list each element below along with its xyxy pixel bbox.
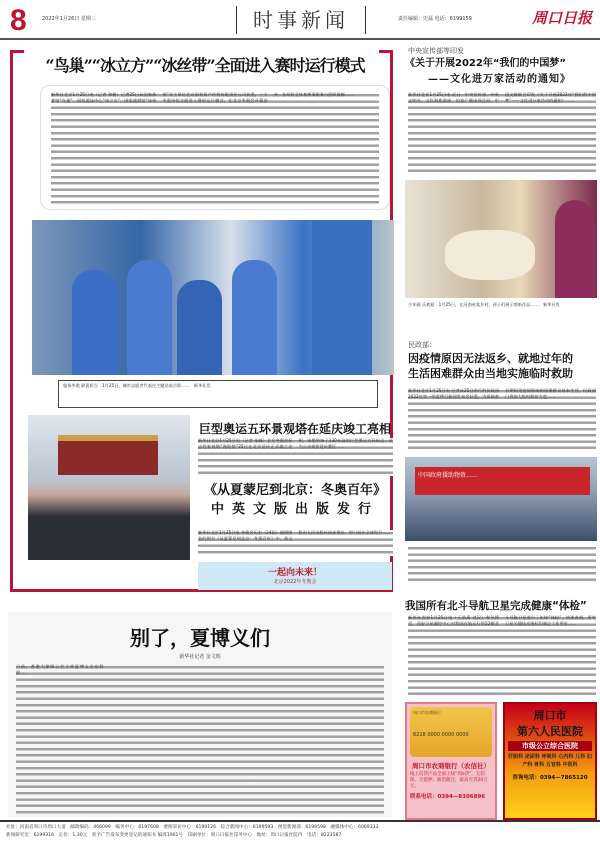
page-number: 8 (10, 4, 27, 37)
hospital-phone: 咨询电话：0394—7865120 (512, 775, 588, 781)
article-title-line1: 因疫情原因无法返乡、就地过年的 (408, 352, 573, 365)
article-title-line1: 《关于开展2022年“我们的中国梦” (405, 58, 566, 69)
hospital-depts: 肝胆科 泌尿科 呼吸科 心内科 儿科 妇产科 骨科 五官科 中医科 (508, 754, 592, 768)
article-body: 新华社西安1月25日电（王浩禹 刘汉）春节将至，西安卫星测控中心对我国在轨运行的52颗北斗导航卫星进行了年终“体检”，结果表明，所有卫星关键技术指标均满足工作要求…… (408, 615, 596, 695)
lead-body: 新华社北京1月25日电（记者 和耕）记者25日从国家体育馆“鸟巢”、国家游泳中心“冰立方”、国家速滑馆“冰丝带”业主单位北京国有资产经营有限责任公司获悉，三大冬奥场馆全面进入赛时运行模式，在北京冬奥会开幕前夕，各场馆全体育赛事服务与组织保障…… (51, 92, 379, 204)
lead-title: “鸟巢”“冰立方”“冰丝带”全面进入赛时运行模式 (35, 55, 375, 77)
olympic-banner (198, 562, 392, 590)
article-body: 新华社北京1月25日电 记者从25日举行的民政部2022年第一季度例行新闻发布会获悉，为保障春节期间受疫情影响的困难群众基本生活，民政部门将加大临时救助力度…… (408, 388, 596, 450)
bank-ad-body: 线上信贷产品全面上线“周e贷”，无担保、无抵押、随借随还，最高可贷20万元。 (410, 772, 488, 789)
article-body: 新华社北京1月25日电 冬奥会历史（24届）插图图卷的图书《从夏蒙尼到北京：冬奥百年》中、英文版由人民出版社同步推出，即日起在全球发行…… (198, 530, 393, 556)
hospital-ad[interactable] (503, 702, 597, 820)
card-number: 6228 0000 0000 0000 (413, 732, 469, 738)
bank-ad-title: 周口市农商银行（农信社） (412, 762, 490, 770)
article-kicker: 中央宣传部等印发 (408, 47, 464, 55)
dumplings-photo (405, 180, 597, 298)
feature-title: 别了，夏博义们 (130, 626, 270, 650)
bank-ad[interactable] (405, 702, 497, 820)
banner-sub: 北京2022年冬奥会 (273, 579, 317, 585)
lead-photo (32, 220, 394, 375)
article-title-line2: 中英文版出版发行 (210, 502, 379, 517)
footer-line2: 新闻研究室：6199316 定价：1.30元 准予广告发布变更登记的通知书 编周1901号 印刷单位：周口日报社印务中心 地址：周口日报社院内 电话：8223587 (6, 833, 342, 838)
feature-byline: 新华社记者 金文晖 (179, 654, 221, 660)
lead-photo-caption: 服务冬奥 职责担当 1月25日，城市志愿者代表在主题站前合影…… 新华社发 (58, 380, 378, 408)
bank-ad-phone: 联系电话：0394—8306896 (410, 794, 486, 800)
newspaper-logo: 周口日报 (531, 9, 592, 27)
article-title-line1: 《从夏蒙尼到北京：冬奥百年》 (203, 483, 386, 498)
footer (0, 820, 600, 842)
footer-line1: 社址：河南省周口市周口大道 邮政编码：466099 编务中心：6197608 要闻采访中心：6190126 综合新闻中心：6199593 视觉新闻部：6199598 融媒体中心：6069333 (6, 825, 379, 830)
header-rule (0, 38, 600, 40)
aid-banner-text: 中国政府援助物资…… (415, 467, 590, 495)
card-bank-name: 周口市农商银行 (413, 710, 441, 715)
article-title: 我国所有北斗导航卫星完成健康“体检” (405, 600, 587, 612)
lead-article (40, 85, 390, 210)
photo-caption: 少年画 乐欢迎 1月25日，在河南省某乡村，孩子们展示剪纸作品…… 新华社发 (408, 302, 560, 307)
article-title-line2: ——文化进万家活动的通知》 (428, 74, 571, 85)
article-title: 巨型奥运五环景观塔在延庆竣工亮相 (198, 422, 391, 436)
article-title-line2: 生活困难群众由当地实施临时救助 (408, 367, 573, 380)
square-photo (28, 415, 190, 560)
issue-date: 2022年1月26日 星期三 (42, 16, 96, 22)
hospital-city: 周口市 (533, 709, 567, 722)
photo-caption (408, 545, 596, 585)
article-body: 新华社北京1月25日电 近日，中央宣传部、中央文明办、文化和旅游部、国家广播电视总局、中国文联联合印发《关于开展2022年“我们的中国梦”——文化进万家活动的通知》…… (408, 92, 596, 172)
hospital-subtitle: 市级公立综合医院 (508, 741, 592, 751)
article-body: 新华社北京1月25日电（记者 朱峰）北京冬奥会标志性景观塔“海陀塔”25日在北京延庆正式竣工亮相，该塔装饰了130米高的巨型奥运五环标志，成为公众观赏延庆赛区…… (198, 438, 393, 476)
feature-article (8, 612, 392, 817)
feature-body: 日前，香港大律师公会主席夏博义宣布辞职…… (16, 664, 384, 814)
editor-info: 责任编辑：史磊 电话：6199159 (398, 16, 472, 22)
section-title: 时事新闻 (236, 6, 366, 34)
hospital-name: 第六人民医院 (517, 725, 583, 738)
banner-text: 一起向未来！ (267, 568, 322, 578)
article-kicker: 民政部： (408, 341, 436, 349)
aid-photo (405, 457, 597, 541)
